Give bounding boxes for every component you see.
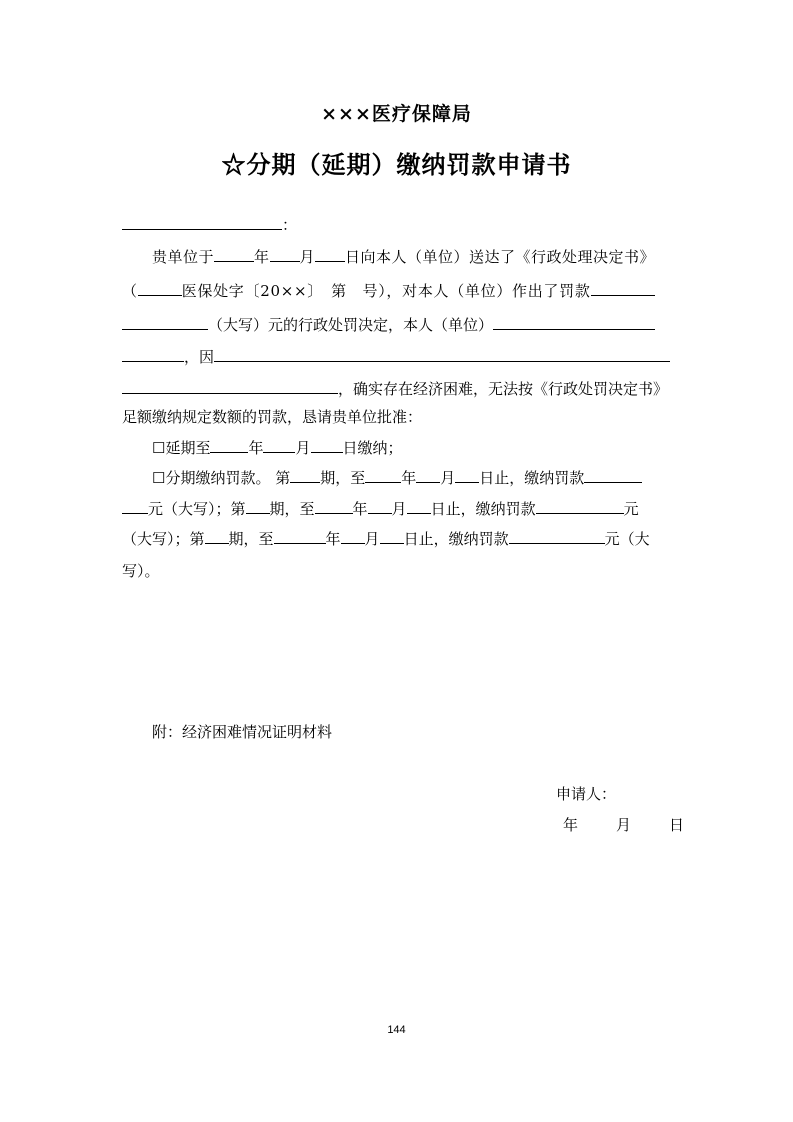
date-month-label: 月 (616, 816, 632, 834)
installment-2-day-blank[interactable] (407, 497, 431, 514)
applicant-label: 申请人： (556, 785, 617, 803)
installment-option-line-3: （大写）；第 期，至 年 月 日止，缴纳罚款 元（大 (122, 527, 650, 549)
applicant-name-blank[interactable] (493, 313, 655, 330)
defer-day-blank[interactable] (311, 436, 343, 453)
installment-option-line-1: ☐分期缴纳罚款。 第 期，至 年 月 日止，缴纳罚款 (152, 466, 642, 488)
attachment-note: 附：经济困难情况证明材料 (152, 723, 333, 741)
paragraph-line-2: （ 医保处字〔20××〕 第 号），对本人（单位）作出了罚款 (122, 279, 655, 301)
defer-checkbox[interactable]: ☐ (152, 439, 166, 457)
served-year-blank[interactable] (214, 245, 254, 262)
installment-2-year-blank[interactable] (315, 497, 353, 514)
installment-checkbox[interactable]: ☐ (152, 469, 166, 487)
served-month-blank[interactable] (270, 245, 300, 262)
agency-name: ×××医疗保障局 (321, 103, 472, 125)
applicant-name-blank-cont[interactable] (122, 345, 184, 362)
installment-3-amount-blank[interactable] (509, 527, 605, 544)
paragraph-line-1: 贵单位于 年 月 日向本人（单位）送达了《行政处理决定书》 (152, 245, 655, 267)
addressee-blank[interactable] (122, 213, 282, 230)
served-day-blank[interactable] (315, 245, 345, 262)
installment-1-amount-words-blank[interactable] (122, 497, 148, 514)
fine-amount-blank[interactable] (591, 279, 655, 296)
installment-1-year-blank[interactable] (365, 466, 401, 483)
decision-prefix-blank[interactable] (138, 279, 182, 296)
paragraph-line-6: 足额缴纳规定数额的罚款，恳请贵单位批准： (122, 408, 423, 426)
defer-month-blank[interactable] (263, 436, 295, 453)
addressee-line: ： (122, 213, 297, 235)
installment-3-year-blank[interactable] (274, 527, 326, 544)
installment-option-line-2: 元（大写）；第 期，至 年 月 日止，缴纳罚款 元 (122, 497, 639, 519)
installment-1-amount-blank[interactable] (584, 466, 642, 483)
reason-blank-cont[interactable] (122, 377, 338, 394)
installment-3-period-blank[interactable] (205, 527, 229, 544)
installment-1-month-blank[interactable] (416, 466, 440, 483)
date-day-label: 日 (669, 816, 685, 834)
installment-3-month-blank[interactable] (341, 527, 365, 544)
paragraph-line-5: ，确实存在经济困难，无法按《行政处罚决定书》 (122, 377, 668, 399)
installment-1-period-blank[interactable] (290, 466, 320, 483)
reason-blank[interactable] (214, 345, 670, 362)
paragraph-line-4: ，因 (122, 345, 670, 367)
page-number: 144 (387, 1024, 406, 1036)
defer-option: ☐延期至 年 月 日缴纳； (152, 436, 403, 458)
date-year-label: 年 (563, 816, 579, 834)
installment-option-line-4: 写）。 (122, 562, 160, 580)
paragraph-line-3: （大写）元的行政处罚决定，本人（单位） (122, 313, 655, 335)
installment-1-day-blank[interactable] (455, 466, 479, 483)
installment-2-period-blank[interactable] (246, 497, 270, 514)
defer-year-blank[interactable] (210, 436, 248, 453)
document-title: ☆分期（延期）缴纳罚款申请书 (221, 150, 572, 179)
installment-2-month-blank[interactable] (368, 497, 392, 514)
installment-3-day-blank[interactable] (380, 527, 404, 544)
installment-2-amount-blank[interactable] (536, 497, 624, 514)
signature-date (563, 814, 684, 835)
fine-amount-words-blank[interactable] (122, 313, 208, 330)
